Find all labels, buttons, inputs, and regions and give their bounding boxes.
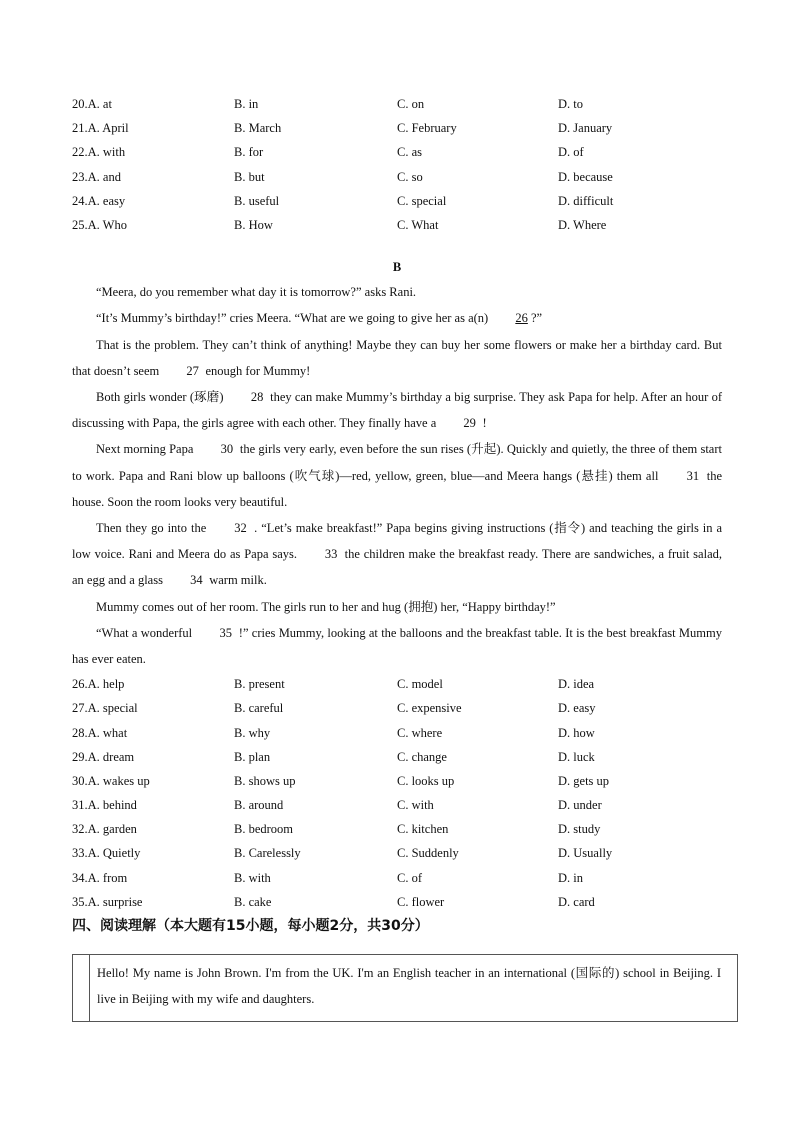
option-b: B. cake bbox=[234, 894, 272, 909]
reading-box bbox=[72, 954, 738, 1022]
section-b-title: B bbox=[392, 260, 402, 275]
paragraph-text: warm milk. bbox=[206, 573, 267, 588]
option-c: C. Suddenly bbox=[397, 846, 459, 861]
option-a: 26.A. help bbox=[72, 677, 125, 692]
option-d: D. difficult bbox=[558, 193, 614, 208]
option-d: D. in bbox=[558, 870, 583, 885]
passage-paragraph bbox=[72, 620, 722, 672]
option-d: D. study bbox=[558, 822, 601, 837]
option-d: D. Usually bbox=[558, 846, 613, 861]
option-b: B. Carelessly bbox=[234, 846, 301, 861]
option-b: B. why bbox=[234, 725, 271, 740]
paragraph-text: Next morning Papa bbox=[96, 442, 197, 457]
option-a: 31.A. behind bbox=[72, 798, 137, 813]
passage-b bbox=[72, 279, 722, 672]
option-a: 25.A. Who bbox=[72, 217, 127, 232]
paragraph-text: Mummy comes out of her room. The girls run to her and hug (拥抱) her, “Happy birthday!” bbox=[96, 599, 556, 614]
passage-paragraph bbox=[72, 332, 722, 384]
blank-28: 28 bbox=[250, 389, 264, 404]
option-c: C. What bbox=[397, 217, 439, 232]
option-d: D. Where bbox=[558, 217, 607, 232]
option-b: B. careful bbox=[234, 701, 284, 716]
box-divider bbox=[89, 955, 90, 1021]
option-d: D. card bbox=[558, 894, 595, 909]
option-a: 28.A. what bbox=[72, 725, 128, 740]
option-row bbox=[72, 116, 722, 140]
paragraph-text: That is the problem. They can’t think of anything! Maybe they can buy her some flowers or make her a birthday card. But that doesn’t seem bbox=[72, 337, 722, 378]
option-d: D. how bbox=[558, 725, 595, 740]
option-a: 29.A. dream bbox=[72, 749, 135, 764]
option-c: C. flower bbox=[397, 894, 445, 909]
option-row bbox=[72, 189, 722, 213]
option-d: D. under bbox=[558, 798, 602, 813]
option-b: B. but bbox=[234, 169, 265, 184]
option-row bbox=[72, 793, 722, 817]
paragraph-text: Then they go into the bbox=[96, 520, 211, 535]
option-a: 24.A. easy bbox=[72, 193, 126, 208]
option-c: C. on bbox=[397, 97, 425, 111]
options-block-b bbox=[72, 672, 722, 914]
passage-paragraph bbox=[72, 594, 722, 620]
option-d: D. January bbox=[558, 121, 613, 136]
paragraph-text: enough for Mummy! bbox=[202, 363, 311, 378]
option-c: C. so bbox=[397, 169, 423, 184]
option-d: D. of bbox=[558, 145, 584, 160]
option-a: 20.A. at bbox=[72, 97, 112, 111]
option-row bbox=[72, 866, 722, 890]
paragraph-text: the house. Soon the room looks very beautiful. bbox=[72, 468, 722, 509]
option-row bbox=[72, 817, 722, 841]
option-b: B. shows up bbox=[234, 773, 296, 788]
option-a: 33.A. Quietly bbox=[72, 846, 141, 861]
option-a: 21.A. April bbox=[72, 121, 129, 136]
option-row bbox=[72, 696, 722, 720]
exam-page bbox=[72, 92, 722, 938]
blank-29: 29 bbox=[463, 416, 476, 431]
option-row bbox=[72, 890, 722, 914]
option-b: B. March bbox=[234, 121, 282, 136]
blank-35: 35 bbox=[219, 625, 232, 640]
passage-paragraph bbox=[72, 279, 722, 305]
option-row bbox=[72, 140, 722, 164]
option-a: 35.A. surprise bbox=[72, 894, 143, 909]
option-row bbox=[72, 672, 722, 696]
option-c: C. kitchen bbox=[397, 822, 449, 837]
option-row bbox=[72, 165, 722, 189]
blank-34: 34 bbox=[190, 573, 203, 588]
option-d: D. idea bbox=[558, 677, 595, 692]
option-b: B. for bbox=[234, 145, 264, 160]
passage-paragraph bbox=[72, 436, 722, 515]
option-b: B. useful bbox=[234, 193, 280, 208]
option-row bbox=[72, 769, 722, 793]
option-c: C. February bbox=[397, 121, 457, 136]
option-a: 27.A. special bbox=[72, 701, 138, 716]
paragraph-text: Both girls wonder (琢磨) bbox=[96, 389, 227, 404]
option-d: D. to bbox=[558, 97, 583, 111]
option-b: B. plan bbox=[234, 749, 271, 764]
option-c: C. model bbox=[397, 677, 443, 692]
option-c: C. where bbox=[397, 725, 443, 740]
option-d: D. because bbox=[558, 169, 613, 184]
blank-26: 26 bbox=[515, 311, 528, 326]
option-b: B. How bbox=[234, 217, 273, 232]
option-a: 34.A. from bbox=[72, 870, 128, 885]
option-c: C. as bbox=[397, 145, 422, 160]
option-b: B. around bbox=[234, 798, 284, 813]
option-c: C. with bbox=[397, 798, 434, 813]
option-c: C. of bbox=[397, 870, 422, 885]
option-c: C. special bbox=[397, 193, 447, 208]
blank-31: 31 bbox=[686, 468, 700, 483]
option-d: D. easy bbox=[558, 701, 596, 716]
options-block-a bbox=[72, 92, 722, 237]
paragraph-text: !” cries Mummy, looking at the balloons and the breakfast table. It is the best breakfast Mummy has ever eaten. bbox=[72, 625, 722, 666]
option-a: 23.A. and bbox=[72, 169, 121, 184]
option-c: C. expensive bbox=[397, 701, 462, 716]
option-row bbox=[72, 721, 722, 745]
paragraph-text: “What a wonderful bbox=[96, 625, 196, 640]
passage-paragraph bbox=[72, 384, 722, 436]
reading-box-text: Hello! My name is John Brown. I'm from the UK. I'm an English teacher in an international (国际的) school in Beijing. I live in Beijing with my wife and daughters. bbox=[97, 966, 721, 1006]
option-a: 22.A. with bbox=[72, 145, 126, 160]
option-a: 32.A. garden bbox=[72, 822, 137, 837]
option-row bbox=[72, 213, 722, 237]
option-c: C. change bbox=[397, 749, 447, 764]
option-row bbox=[72, 92, 722, 116]
option-d: D. gets up bbox=[558, 773, 610, 788]
option-a: 30.A. wakes up bbox=[72, 773, 150, 788]
option-c: C. looks up bbox=[397, 773, 455, 788]
paragraph-text: “It’s Mummy’s birthday!” cries Meera. “What are we going to give her as a(n) bbox=[96, 311, 492, 326]
blank-32: 32 bbox=[234, 520, 247, 535]
option-b: B. with bbox=[234, 870, 271, 885]
option-row bbox=[72, 841, 722, 865]
blank-27: 27 bbox=[186, 363, 199, 378]
section-4-heading: 四、阅读理解（本大题有15小题，每小题2分，共30分） bbox=[72, 918, 429, 935]
paragraph-text: ?” bbox=[527, 311, 543, 326]
blank-33: 33 bbox=[324, 547, 338, 562]
paragraph-text: the children make the breakfast ready. There are sandwiches, a fruit salad, an egg and a glass bbox=[72, 547, 722, 588]
passage-paragraph bbox=[72, 305, 722, 331]
option-b: B. bedroom bbox=[234, 822, 294, 837]
passage-paragraph bbox=[72, 515, 722, 594]
paragraph-text: they can make Mummy’s birthday a big surprise. They ask Papa for help. After an hour of discussing with Papa, the girls agree with each other. They finally have a bbox=[72, 389, 722, 431]
paragraph-text: “Meera, do you remember what day it is tomorrow?” asks Rani. bbox=[96, 285, 417, 300]
option-b: B. in bbox=[234, 97, 259, 111]
paragraph-text: the girls very early, even before the sun rises (升起). Quickly and quietly, the three of them start to work. Papa and Rani blow up balloons (吹气球)—red, yellow, green, blue—and Meera hangs (悬挂) them all bbox=[72, 442, 722, 483]
paragraph-text: ! bbox=[479, 416, 487, 431]
blank-30: 30 bbox=[220, 442, 234, 457]
option-b: B. present bbox=[234, 677, 285, 692]
option-row bbox=[72, 745, 722, 769]
option-d: D. luck bbox=[558, 749, 595, 764]
paragraph-text: . “Let’s make breakfast!” Papa begins giving instructions (指令) and teaching the girls in a low voice. Rani and Meera do as Papa says. bbox=[72, 520, 723, 562]
